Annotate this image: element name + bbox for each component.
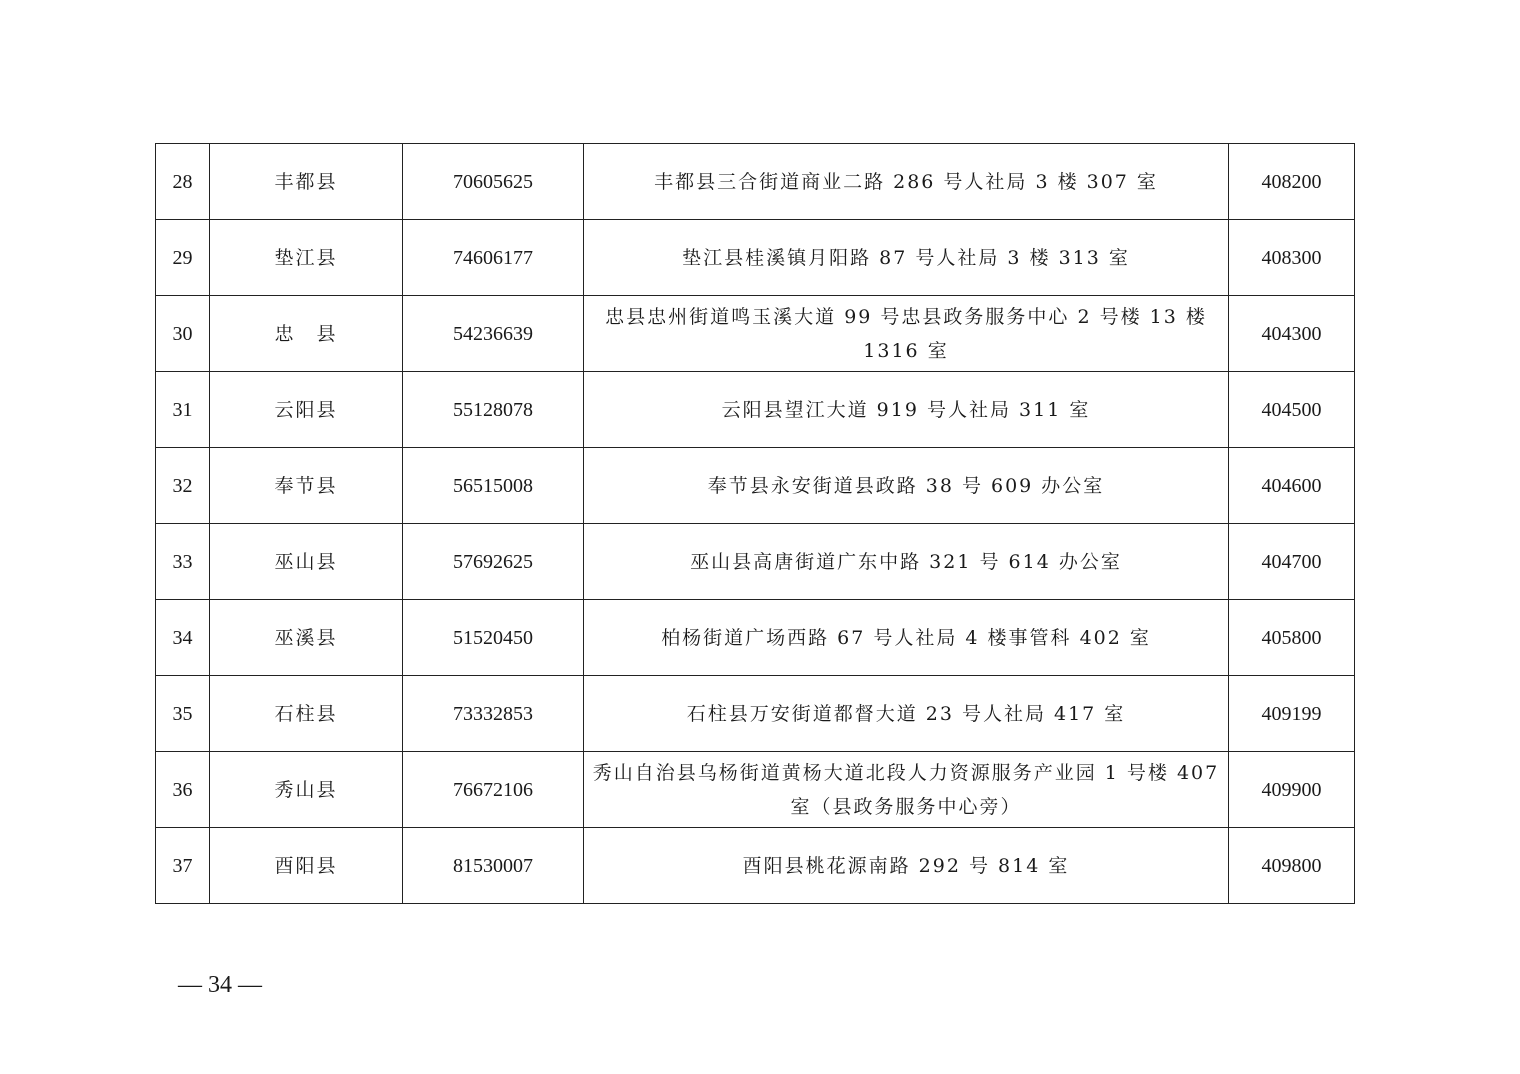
table-row [156,828,1355,904]
table-row [156,676,1355,752]
phone-number: 76672106 [403,752,584,828]
table-row [156,448,1355,524]
row-number: 36 [156,752,210,828]
table-row [156,372,1355,448]
address: 石柱县万安街道都督大道 23 号人社局 417 室 [584,676,1229,752]
postcode: 409900 [1229,752,1355,828]
postcode: 408200 [1229,144,1355,220]
county-name: 垫江县 [210,220,403,296]
table-row [156,296,1355,372]
county-name: 丰都县 [210,144,403,220]
phone-number: 70605625 [403,144,584,220]
row-number: 35 [156,676,210,752]
table-row [156,600,1355,676]
postcode: 405800 [1229,600,1355,676]
county-name: 巫溪县 [210,600,403,676]
postcode: 404700 [1229,524,1355,600]
address: 柏杨街道广场西路 67 号人社局 4 楼事管科 402 室 [584,600,1229,676]
table-row [156,752,1355,828]
address: 云阳县望江大道 919 号人社局 311 室 [584,372,1229,448]
address: 酉阳县桃花源南路 292 号 814 室 [584,828,1229,904]
postcode: 409199 [1229,676,1355,752]
table-row [156,220,1355,296]
address: 丰都县三合街道商业二路 286 号人社局 3 楼 307 室 [584,144,1229,220]
postcode: 404600 [1229,448,1355,524]
county-name: 石柱县 [210,676,403,752]
phone-number: 51520450 [403,600,584,676]
row-number: 37 [156,828,210,904]
phone-number: 57692625 [403,524,584,600]
address: 垫江县桂溪镇月阳路 87 号人社局 3 楼 313 室 [584,220,1229,296]
phone-number: 55128078 [403,372,584,448]
phone-number: 54236639 [403,296,584,372]
county-name: 奉节县 [210,448,403,524]
row-number: 34 [156,600,210,676]
address: 巫山县高唐街道广东中路 321 号 614 办公室 [584,524,1229,600]
postcode: 404300 [1229,296,1355,372]
county-name: 云阳县 [210,372,403,448]
contact-table [155,143,1355,904]
table-body [156,144,1355,904]
row-number: 30 [156,296,210,372]
postcode: 409800 [1229,828,1355,904]
phone-number: 56515008 [403,448,584,524]
row-number: 33 [156,524,210,600]
row-number: 32 [156,448,210,524]
county-name: 秀山县 [210,752,403,828]
postcode: 408300 [1229,220,1355,296]
county-name: 巫山县 [210,524,403,600]
address: 奉节县永安街道县政路 38 号 609 办公室 [584,448,1229,524]
row-number: 31 [156,372,210,448]
row-number: 28 [156,144,210,220]
postcode: 404500 [1229,372,1355,448]
phone-number: 81530007 [403,828,584,904]
page-number: — 34 — [178,972,262,998]
table-row [156,144,1355,220]
county-name: 酉阳县 [210,828,403,904]
address: 秀山自治县乌杨街道黄杨大道北段人力资源服务产业园 1 号楼 407 室（县政务服务中心旁） [584,752,1229,828]
phone-number: 74606177 [403,220,584,296]
table-row [156,524,1355,600]
row-number: 29 [156,220,210,296]
address: 忠县忠州街道鸣玉溪大道 99 号忠县政务服务中心 2 号楼 13 楼 1316 室 [584,296,1229,372]
phone-number: 73332853 [403,676,584,752]
county-name: 忠 县 [210,296,403,372]
